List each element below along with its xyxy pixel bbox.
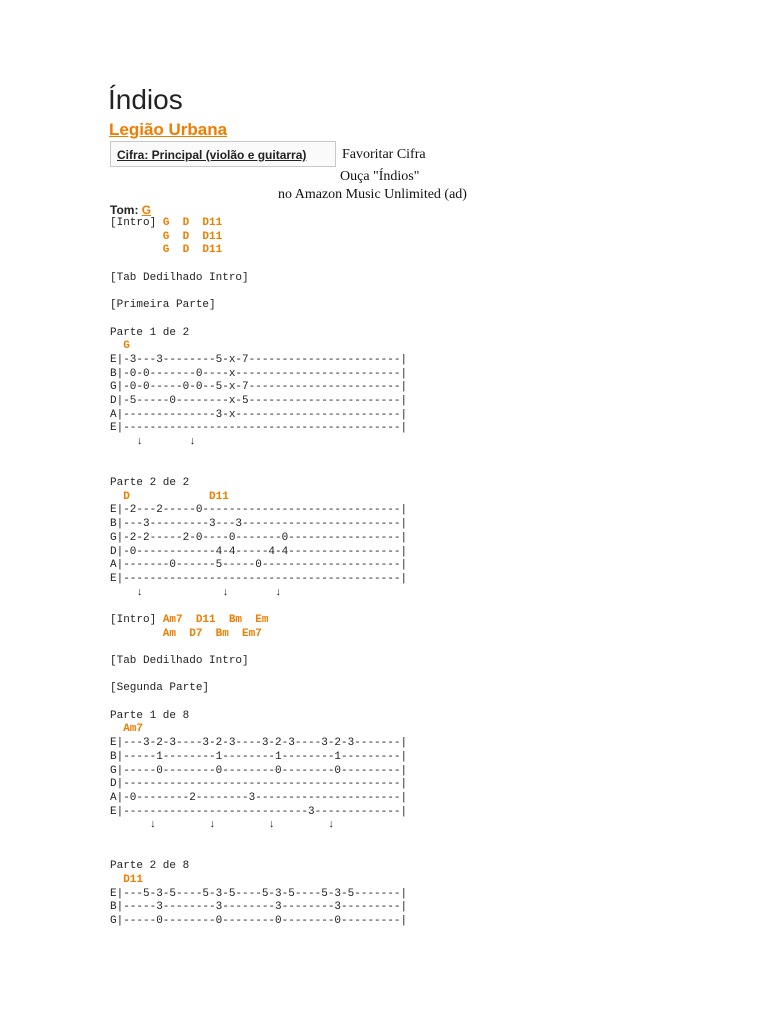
blank-line	[110, 285, 407, 299]
tab-line: ↓ ↓ ↓	[110, 586, 282, 599]
tab-line: E|----------------------------3-------------|	[110, 805, 408, 818]
blank-line	[110, 450, 407, 464]
favoritar-cifra-button[interactable]: Favoritar Cifra	[342, 147, 426, 162]
song-title: Índios	[108, 84, 183, 115]
tab-line	[110, 614, 407, 628]
blank-line	[110, 641, 407, 655]
tab-line: D|-5-----0--------x-5-----------------------|	[110, 394, 408, 407]
chord-line[interactable]: G D D11	[162, 217, 223, 229]
tab-line: A|--------------3-x-------------------------|	[110, 408, 408, 421]
tab-line: E|---3-2-3----3-2-3----3-2-3----3-2-3-------|	[110, 737, 408, 750]
chord-line[interactable]: G	[110, 340, 130, 353]
tab-line: A|-------0------5-----0---------------------|	[110, 559, 408, 572]
blank-line	[110, 463, 407, 477]
tab-line: A|-0--------2--------3----------------------|	[110, 791, 408, 804]
tab-line: [Tab Dedilhado Intro]	[110, 655, 249, 667]
blank-line	[110, 600, 407, 614]
blank-line	[110, 696, 407, 710]
tab-line: ↓ ↓	[110, 436, 196, 448]
chord-line[interactable]: G D D11	[110, 230, 223, 243]
tab-body	[110, 217, 407, 929]
tab-line: E|-3---3--------5-x-7-----------------------|	[110, 353, 408, 366]
chord-line[interactable]: D11	[110, 874, 144, 886]
tom-key-link[interactable]: G	[141, 203, 152, 217]
section-label: [Intro]	[110, 217, 163, 229]
tab-line: Parte 2 de 2	[110, 477, 190, 490]
cifra-tab[interactable]	[110, 141, 336, 167]
tom-label: Tom:	[110, 203, 139, 217]
tab-line: Parte 1 de 2	[110, 326, 190, 339]
tab-line	[110, 217, 407, 231]
chord-line[interactable]: G D D11	[110, 244, 223, 257]
tab-line: Parte 2 de 8	[110, 860, 190, 873]
blank-line	[110, 833, 407, 847]
tab-line: B|-----1--------1--------1--------1---------|	[110, 750, 408, 763]
tab-line: G|-----0--------0--------0--------0---------|	[110, 915, 408, 928]
blank-line	[110, 847, 407, 861]
amazon-music-ad-text[interactable]: no Amazon Music Unlimited (ad)	[278, 187, 467, 202]
tab-line: D|-0------------4-4-----4-4-----------------|	[110, 545, 408, 558]
blank-line	[110, 669, 407, 683]
tab-line: E|------------------------------------------|	[110, 422, 408, 435]
tab-line: D|------------------------------------------|	[110, 778, 408, 791]
tab-line: E|---5-3-5----5-3-5----5-3-5----5-3-5-------|	[110, 887, 408, 900]
tab-line: [Segunda Parte]	[110, 682, 210, 695]
tab-line: ↓ ↓ ↓ ↓	[110, 819, 335, 832]
tab-line: [Primeira Parte]	[110, 299, 216, 312]
tab-line: Parte 1 de 8	[110, 709, 190, 722]
section-label: [Intro]	[110, 613, 163, 626]
blank-line	[110, 313, 407, 327]
tab-line: G|-----0--------0--------0--------0---------|	[110, 764, 408, 777]
cifra-principal-link[interactable]: Cifra: Principal (violão e guitarra)	[117, 148, 307, 162]
chord-line[interactable]: D D11	[110, 490, 229, 503]
tab-line: [Tab Dedilhado Intro]	[110, 271, 249, 284]
ouca-text[interactable]: Ouça "Índios"	[340, 169, 420, 184]
chord-line[interactable]: Am7	[110, 723, 144, 736]
tab-line: E|------------------------------------------|	[110, 572, 408, 585]
chord-line[interactable]: Am7 D11 Bm Em	[162, 613, 269, 626]
chord-line[interactable]: Am D7 Bm Em7	[110, 627, 262, 640]
tab-line: G|-0-0-----0-0--5-x-7-----------------------|	[110, 381, 408, 394]
tab-line: G|-2-2-----2-0----0-------0-----------------|	[110, 531, 408, 544]
tab-line: B|-----3--------3--------3--------3---------|	[110, 901, 408, 914]
blank-line	[110, 258, 407, 272]
tab-line: B|-0-0-------0----x-------------------------|	[110, 367, 408, 380]
tom-line	[110, 203, 151, 217]
tab-line: E|-2---2-----0------------------------------|	[110, 504, 408, 517]
tab-line: B|---3---------3---3------------------------|	[110, 518, 408, 531]
artist-link[interactable]: Legião Urbana	[109, 120, 228, 139]
